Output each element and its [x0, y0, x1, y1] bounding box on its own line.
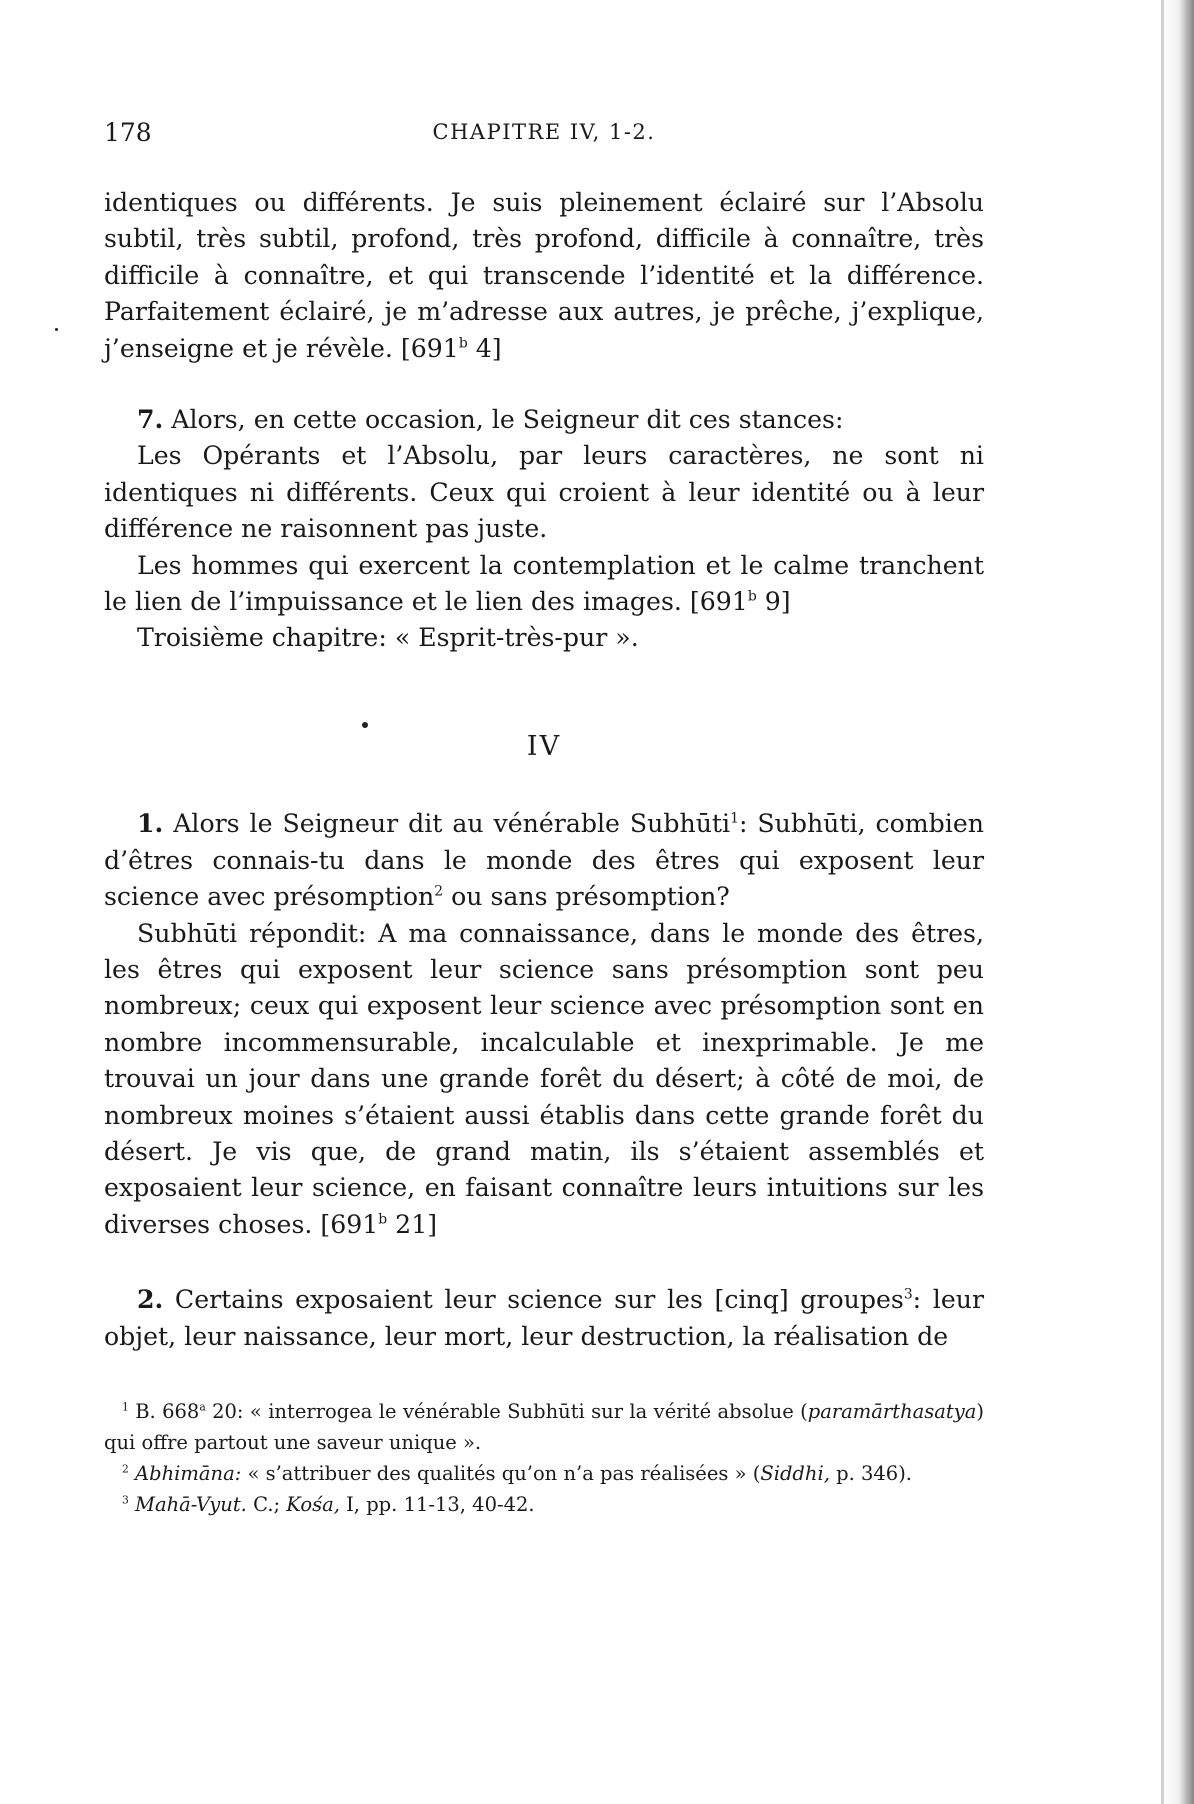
footnote-marker: 2: [434, 883, 444, 900]
main-text: [104, 185, 984, 1355]
running-title: CHAPITRE IV, 1-2.: [432, 120, 656, 144]
page-edge-shadow: [1160, 0, 1194, 1804]
footnote-marker: 3: [903, 1286, 913, 1303]
footnote: $^3$ Mahā-Vyut. C.; Kośa, I, pp. 11-13, 40-42.: [122, 1493, 535, 1516]
paragraph: 7. Alors, en cette occasion, le Seigneur dit ces stances:: [137, 404, 844, 435]
section-number: 1.: [137, 808, 164, 839]
section-number: 2.: [137, 1284, 164, 1315]
reference: [691$^b$ 21]: [320, 1209, 438, 1239]
page-header: [104, 118, 984, 158]
footnote: $^1$ B. 668$^a$ 20: « interrogea le vénérable Subhūti sur la vérité absolue (paramārthasatya) qui offre partout une saveur unique ».: [104, 1400, 984, 1454]
ink-speck: [55, 328, 58, 331]
footnote-marker: 2: [122, 1462, 129, 1476]
chapter-end-line: Troisième chapitre: « Esprit-très-pur ».: [137, 623, 639, 653]
paragraph: Subhūti répondit: A ma connaissance, dans le monde des êtres, les êtres qui exposent leur science sans présomption sont peu nombreux; ceux qui exposent leur science avec présomption sont en nombre incommensurable, incalculable et inexprimable. Je me trouvai un jour dans une grande forêt du désert; à côté de moi, de nombreux moines s’étaient aussi établis dans cette grande forêt du désert. Je vis que, de grand matin, ils s’étaient assemblés et exposaient leur science, en faisant connaître leurs intuitions sur les diverses choses. [691$^b$ 21]: [104, 918, 984, 1239]
section-number: 7.: [137, 404, 164, 435]
footnote-marker: 3: [122, 1493, 129, 1507]
paragraph: 2. Certains exposaient leur science sur les [cinq] groupes$^3$: leur objet, leur naissance, leur mort, leur destruction, la réalisation de: [104, 1284, 985, 1351]
chapter-heading: IV: [526, 730, 562, 762]
page-edge-line: [1161, 0, 1164, 1804]
footnotes: [104, 1396, 984, 1520]
reference: [691$^b$ 9]: [689, 587, 791, 617]
footnote: $^2$ Abhimāna: « s’attribuer des qualités qu’on n’a pas réalisées » (Siddhi, p. 346).: [122, 1462, 913, 1485]
paragraph: identiques ou différents. Je suis pleinement éclairé sur l’Absolu subtil, très subtil, profond, très profond, difficile à connaître, très difficile à connaître, et qui transcende l’identité et la différence. Parfaitement éclairé, je m’adresse aux autres, je prêche, j’explique, j’enseigne et je révèle. [691$^b$ 4]: [104, 188, 984, 363]
verse: Les hommes qui exercent la contemplation et le calme tranchent le lien de l’impuissance et le lien des images. [691$^b$ 9]: [104, 550, 984, 617]
verse: Les Opérants et l’Absolu, par leurs caractères, ne sont ni identiques ni différents. Ceux qui croient à leur identité ou à leur différence ne raisonnent pas juste.: [104, 441, 984, 544]
footnote-marker: 1: [122, 1400, 129, 1414]
reference: [691$^b$ 4]: [400, 333, 502, 363]
page-number: 178: [104, 118, 152, 147]
paragraph: 1. Alors le Seigneur dit au vénérable Subhūti$^1$: Subhūti, combien d’êtres connais-tu dans le monde des êtres qui exposent leur science avec présomption$^2$ ou sans présomption?: [104, 808, 984, 912]
footnote-marker: 1: [730, 810, 739, 827]
